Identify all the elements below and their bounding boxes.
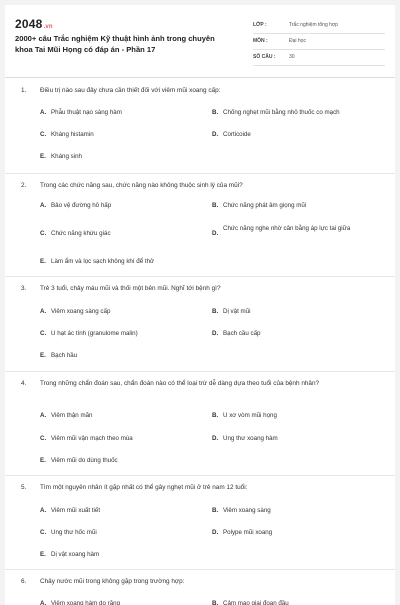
option-letter: A. <box>40 600 47 605</box>
option-c[interactable] <box>40 229 111 238</box>
question-text: Trong các chức năng sau, chức năng nào không thuộc sinh lý của mũi? <box>40 182 243 189</box>
option-text: Ung thư hốc mũi <box>51 529 97 536</box>
option-e[interactable] <box>40 351 77 360</box>
meta-row-subject <box>253 35 385 50</box>
option-letter: D. <box>212 330 219 337</box>
option-e[interactable] <box>40 456 118 465</box>
option-d[interactable] <box>212 434 278 443</box>
option-letter: A. <box>40 202 47 209</box>
option-text: Kháng sinh <box>51 153 82 160</box>
option-text: Viêm mũi do dùng thuốc <box>51 457 118 464</box>
option-letter: C. <box>40 435 47 442</box>
option-letter: D. <box>212 131 219 138</box>
document-page <box>5 5 395 605</box>
option-letter: E. <box>40 352 46 359</box>
question-text: Chảy nước mũi trong không gặp trong trường hợp: <box>40 578 185 585</box>
option-letter: B. <box>212 202 219 209</box>
meta-row-class <box>253 19 385 34</box>
question-number: 4. <box>21 380 27 387</box>
option-d[interactable] <box>212 329 261 338</box>
option-text: Dị vật xoang hàm <box>51 551 100 558</box>
option-letter: A. <box>40 109 47 116</box>
option-b[interactable] <box>212 108 340 117</box>
option-text: Chức năng phát âm giọng mũi <box>223 202 307 209</box>
option-d[interactable] <box>212 224 373 238</box>
option-b[interactable] <box>212 307 251 316</box>
question-number: 3. <box>21 285 27 292</box>
meta-value: 30 <box>289 54 295 60</box>
meta-row-count <box>253 51 385 66</box>
option-letter: D. <box>212 529 219 536</box>
question-number: 1. <box>21 87 27 94</box>
option-a[interactable] <box>40 506 100 515</box>
option-letter: C. <box>40 529 47 536</box>
option-d[interactable] <box>212 130 251 139</box>
option-text: Dị vật mũi <box>223 308 251 315</box>
option-text: Kháng histamin <box>51 131 94 138</box>
option-text: Phẫu thuật nạo sàng hàm <box>51 109 122 116</box>
question-text: Trong những chẩn đoán sau, chẩn đoán nào có thể loại trừ dễ dàng dựa theo tuổi của bệnh nhân? <box>40 380 320 387</box>
document-header <box>5 5 395 67</box>
option-letter: B. <box>212 308 219 315</box>
option-text: Polype mũi xoang <box>223 529 273 536</box>
option-letter: E. <box>40 551 46 558</box>
option-letter: B. <box>212 412 219 419</box>
option-e[interactable] <box>40 257 154 266</box>
question-number: 6. <box>21 578 27 585</box>
meta-panel <box>253 19 385 67</box>
meta-value: Đại học <box>289 38 306 44</box>
option-text: Chức năng khứu giác <box>51 230 111 237</box>
option-text: Bạch hầu <box>51 352 78 359</box>
meta-value: Trắc nghiệm tổng hợp <box>289 22 338 28</box>
option-letter: B. <box>212 600 219 605</box>
option-letter: A. <box>40 308 47 315</box>
question-divider <box>5 475 395 476</box>
option-letter: D. <box>212 435 219 442</box>
question-text: Điều trị nào sau đây chưa cần thiết đối với viêm mũi xoang cấp: <box>40 87 221 94</box>
option-letter: D. <box>212 230 219 237</box>
option-text: Viêm mũi vận mạch theo mùa <box>51 435 133 442</box>
meta-key: SỐ CÂU : <box>253 54 276 60</box>
option-text: Bảo vệ đường hô hấp <box>51 202 112 209</box>
option-c[interactable] <box>40 434 133 443</box>
meta-key: MÔN : <box>253 38 268 44</box>
option-e[interactable] <box>40 550 99 559</box>
option-letter: C. <box>40 131 47 138</box>
option-a[interactable] <box>40 307 110 316</box>
logo-text: 2048 <box>15 17 43 31</box>
option-letter: E. <box>40 457 46 464</box>
option-letter: B. <box>212 109 219 116</box>
option-letter: C. <box>40 330 47 337</box>
option-b[interactable] <box>212 411 277 420</box>
option-text: Viêm mũi xuất tiết <box>51 507 101 514</box>
option-text: Viêm thận mãn <box>51 412 93 419</box>
option-c[interactable] <box>40 329 138 338</box>
meta-key: LỚP : <box>253 22 267 28</box>
question-text: Tìm một nguyên nhân ít gặp nhất có thể gây nghẹt mũi ở trẻ nam 12 tuổi: <box>40 484 248 491</box>
option-text: Chống nghẹt mũi bằng nhỏ thuốc co mạch <box>223 109 340 116</box>
option-letter: A. <box>40 412 47 419</box>
option-text: U xơ vòm mũi họng <box>223 412 277 419</box>
question-divider <box>5 276 395 277</box>
question-number: 5. <box>21 484 27 491</box>
option-text: Làm ẩm và lọc sạch không khí để thở <box>51 258 155 265</box>
option-a[interactable] <box>40 411 93 420</box>
option-text: Viêm xoang sàng <box>223 507 271 514</box>
option-letter: A. <box>40 507 47 514</box>
option-d[interactable] <box>212 528 272 537</box>
option-letter: E. <box>40 258 46 265</box>
option-text: Viêm xoang sàng cấp <box>51 308 111 315</box>
site-logo[interactable] <box>15 17 53 31</box>
logo-suffix: .vn <box>43 24 53 30</box>
option-b[interactable] <box>212 201 306 210</box>
question-number: 2. <box>21 182 27 189</box>
option-text: Cảm mạo giai đoạn đầu <box>223 600 289 605</box>
option-text: Chức năng nghe nhờ cân bằng áp lực tai giữa <box>223 225 351 232</box>
question-divider <box>5 371 395 372</box>
header-divider <box>5 77 395 78</box>
option-a[interactable] <box>40 108 122 117</box>
option-b[interactable] <box>212 506 271 515</box>
document-title: 2000+ câu Trắc nghiệm Kỹ thuật hình ảnh trong chuyên khoa Tai Mũi Họng có đáp án - Phần 17 <box>15 34 215 54</box>
question-text: Trẻ 3 tuổi, chảy máu mũi và thối một bên mũi. Nghĩ tới bệnh gì? <box>40 285 221 292</box>
option-text: Corticoide <box>223 131 251 138</box>
option-letter: E. <box>40 153 46 160</box>
option-text: Viêm xoang hàm do răng <box>51 600 121 605</box>
option-letter: C. <box>40 230 47 237</box>
option-a[interactable] <box>40 201 111 210</box>
option-e[interactable] <box>40 152 82 161</box>
question-divider <box>5 173 395 174</box>
option-text: U hạt ác tính (granulome malin) <box>51 330 138 337</box>
option-c[interactable] <box>40 528 97 537</box>
option-c[interactable] <box>40 130 94 139</box>
option-letter: B. <box>212 507 219 514</box>
option-text: Ung thư xoang hàm <box>223 435 278 442</box>
question-divider <box>5 569 395 570</box>
option-text: Bạch cầu cấp <box>223 330 261 337</box>
